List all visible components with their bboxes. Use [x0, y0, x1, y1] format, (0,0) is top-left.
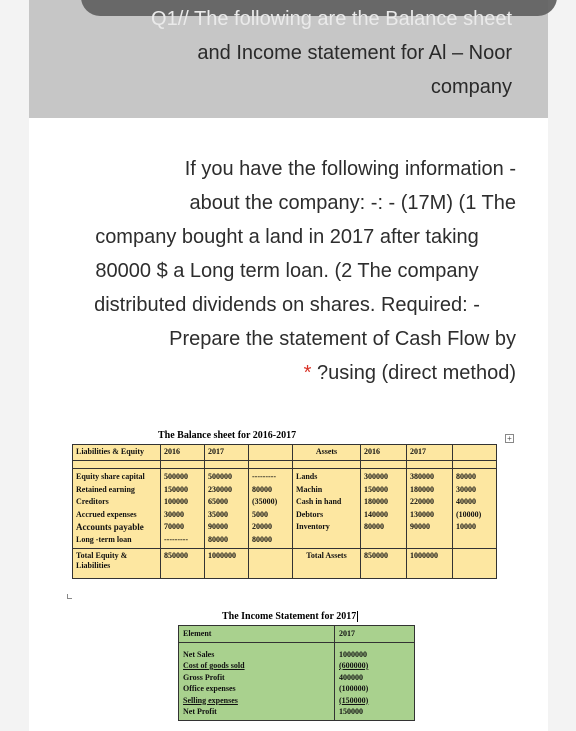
table-move-handle-icon[interactable]: +: [505, 434, 514, 443]
liability-name: Creditors: [76, 497, 109, 506]
asset-name: Cash in hand: [296, 497, 342, 506]
total-value: 1000000: [407, 549, 453, 579]
value: 65000: [208, 497, 228, 506]
total-blank: [249, 549, 293, 579]
header-cell: 2017: [205, 445, 249, 461]
assets-2016-cell: [361, 469, 407, 549]
assets-change-cell: [453, 469, 497, 549]
value: 35000: [208, 509, 228, 519]
header-cell: [249, 445, 293, 461]
asset-name: Machin: [296, 484, 323, 494]
total-value: 850000: [161, 549, 205, 579]
income-label: Net Sales: [183, 649, 215, 659]
value: 80000: [252, 484, 272, 494]
body-line: 80000 $ a Long term loan. (2 The company: [95, 260, 479, 282]
value: 230000: [208, 484, 232, 494]
value: 300000: [364, 472, 388, 481]
asset-name: Lands: [296, 472, 318, 481]
value: 10000: [456, 522, 476, 531]
income-values-cell: [335, 642, 415, 720]
value: 40000: [456, 497, 476, 506]
liabilities-change-cell: [249, 469, 293, 549]
table-resize-handle[interactable]: [67, 594, 72, 599]
header-cell: Liabilities & Equity: [73, 445, 161, 461]
income-statement-title-text: The Income Statement for 2017: [222, 611, 357, 622]
question-line: and Income statement for Al – Noor: [197, 42, 512, 64]
header-cell: 2017: [407, 445, 453, 461]
question-body: [58, 152, 516, 390]
balance-sheet-title: The Balance sheet for 2016-2017: [158, 430, 297, 441]
income-value: (100000): [339, 684, 369, 693]
income-value: 400000: [339, 672, 363, 682]
value: 30000: [456, 484, 476, 494]
value: 150000: [164, 484, 188, 494]
income-label: Office expenses: [183, 684, 236, 693]
liability-name: Accrued expenses: [76, 509, 137, 519]
income-label: Gross Profit: [183, 672, 225, 682]
income-value: 150000: [339, 707, 363, 716]
income-label: Selling expenses: [183, 695, 238, 705]
value: 20000: [252, 522, 272, 531]
income-value: (600000): [339, 661, 369, 670]
value: 5000: [252, 509, 268, 519]
body-line-text: ?using (direct method): [317, 362, 516, 384]
value: 80000: [208, 534, 228, 544]
body-line: distributed dividends on shares. Required: -: [94, 294, 480, 316]
body-line: If you have the following information -: [184, 158, 516, 180]
value: 500000: [164, 472, 188, 481]
body-line-last: [58, 356, 516, 390]
income-label: Net Profit: [183, 707, 217, 716]
liability-name: Accounts payable: [76, 522, 144, 532]
value: 150000: [364, 484, 388, 494]
value: 70000: [164, 522, 184, 531]
question-line: Q1// The following are the Balance sheet: [151, 8, 512, 30]
value: ---------: [164, 534, 188, 544]
value: 80000: [252, 534, 272, 544]
liability-name: Retained earning: [76, 484, 135, 494]
income-labels-cell: [179, 642, 335, 720]
value: 80000: [364, 522, 384, 531]
value: 220000: [410, 497, 434, 506]
assets-2017-cell: [407, 469, 453, 549]
liabilities-2016-cell: [161, 469, 205, 549]
total-value: 850000: [361, 549, 407, 579]
value: 140000: [364, 509, 388, 519]
value: 180000: [364, 497, 388, 506]
header-cell: 2017: [335, 626, 415, 643]
value: 130000: [410, 509, 434, 519]
income-label: Cost of goods sold: [183, 661, 245, 670]
text-cursor: [357, 611, 358, 622]
header-cell: Element: [179, 626, 335, 643]
liability-name: Equity share capital: [76, 472, 145, 481]
income-statement-table: [178, 625, 415, 721]
liabilities-2017-cell: [205, 469, 249, 549]
value: 380000: [410, 472, 434, 481]
value: 90000: [410, 522, 430, 531]
header-cell: 2016: [361, 445, 407, 461]
value: ---------: [252, 472, 276, 481]
total-liabilities-label: Total Equity & Liabilities: [73, 549, 161, 579]
header-cell: 2016: [161, 445, 205, 461]
question-title: [72, 2, 512, 104]
value: 500000: [208, 472, 232, 481]
value: 80000: [456, 472, 476, 481]
value: 30000: [164, 509, 184, 519]
header-cell: Assets: [293, 445, 361, 461]
total-assets-label: Total Assets: [293, 549, 361, 579]
income-value: 1000000: [339, 649, 367, 659]
total-value: 1000000: [205, 549, 249, 579]
asset-name: Debtors: [296, 509, 324, 519]
question-line: company: [430, 76, 512, 98]
income-statement-title: [222, 611, 358, 622]
value: 100000: [164, 497, 188, 506]
body-line: company bought a land in 2017 after taking: [95, 226, 479, 248]
body-line: about the company: -: - (17M) (1 The: [189, 192, 516, 214]
total-blank: [453, 549, 497, 579]
value: (10000): [456, 509, 482, 519]
liabilities-names-cell: [73, 469, 161, 549]
body-line: Prepare the statement of Cash Flow by: [169, 328, 516, 350]
liability-name: Long -term loan: [76, 534, 132, 544]
header-cell: [453, 445, 497, 461]
asset-name: Inventory: [296, 522, 330, 531]
value: 90000: [208, 522, 228, 531]
income-value: (150000): [339, 695, 369, 705]
value: 180000: [410, 484, 434, 494]
required-star: *: [303, 362, 312, 384]
balance-sheet-table: [72, 444, 497, 579]
value: (35000): [252, 497, 278, 506]
assets-names-cell: [293, 469, 361, 549]
